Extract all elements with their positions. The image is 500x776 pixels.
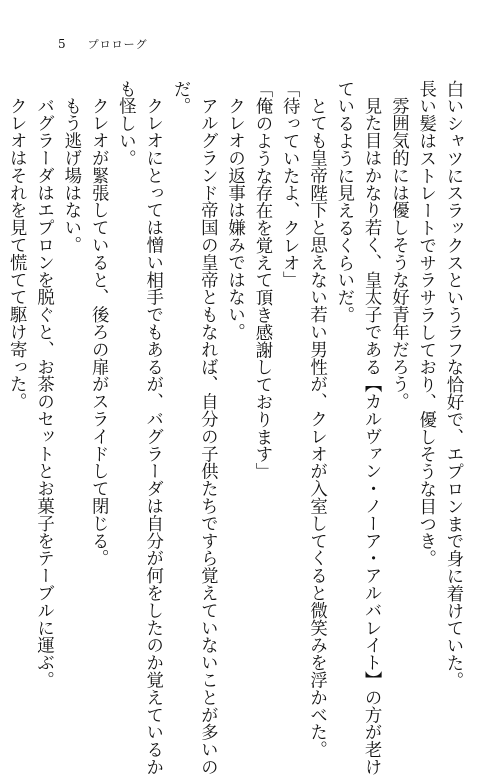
text-line: 「待っていたよ、クレオ」 bbox=[279, 80, 300, 289]
page-number: 5 bbox=[58, 37, 66, 51]
text-line: クレオが緊張していると、後ろの扉がスライドして閉じる。 bbox=[88, 97, 109, 568]
text-line: 長い髪はストレートでサラサラしており、優しそうな目つき。 bbox=[415, 80, 436, 568]
text-line: も怪しい。 bbox=[115, 80, 136, 167]
text-line: クレオにとっては憎い相手でもあるが、バグラーダは自分が何をしたのか覚えているか bbox=[142, 97, 163, 776]
text-line: とても皇帝陛下と思えない若い男性が、クレオが入室してくると微笑みを浮かべた。 bbox=[306, 97, 327, 759]
text-line: ているように見えるくらいだ。 bbox=[333, 80, 354, 324]
text-line: バグラーダはエプロンを脱ぐと、お茶のセットとお菓子をテーブルに運ぶ。 bbox=[33, 97, 54, 689]
text-line: 「俺のような存在を覚えて頂き感謝しております」 bbox=[251, 80, 272, 481]
text-line: 雰囲気的には優しそうな好青年だろう。 bbox=[388, 97, 409, 411]
text-line: クレオはそれを見て慌てて駆け寄った。 bbox=[6, 97, 27, 411]
text-line: クレオの返事は嫌みではない。 bbox=[224, 97, 245, 341]
page-header bbox=[58, 36, 148, 52]
text-line: もう逃げ場はない。 bbox=[60, 97, 81, 254]
text-line: 白いシャツにスラックスというラフな恰好で、エプロンまで身に着けていた。 bbox=[443, 80, 463, 689]
body-text bbox=[6, 80, 466, 776]
text-line: 見た目はかなり若く、皇太子である【カルヴァン・ノーア・アルバレイト】の方が老け bbox=[361, 97, 382, 776]
running-head: プロローグ bbox=[87, 38, 148, 51]
text-line: アルグランド帝国の皇帝ともなれば、自分の子供たちですら覚えていないことが多いの bbox=[197, 97, 218, 776]
text-line: だ。 bbox=[170, 80, 191, 115]
